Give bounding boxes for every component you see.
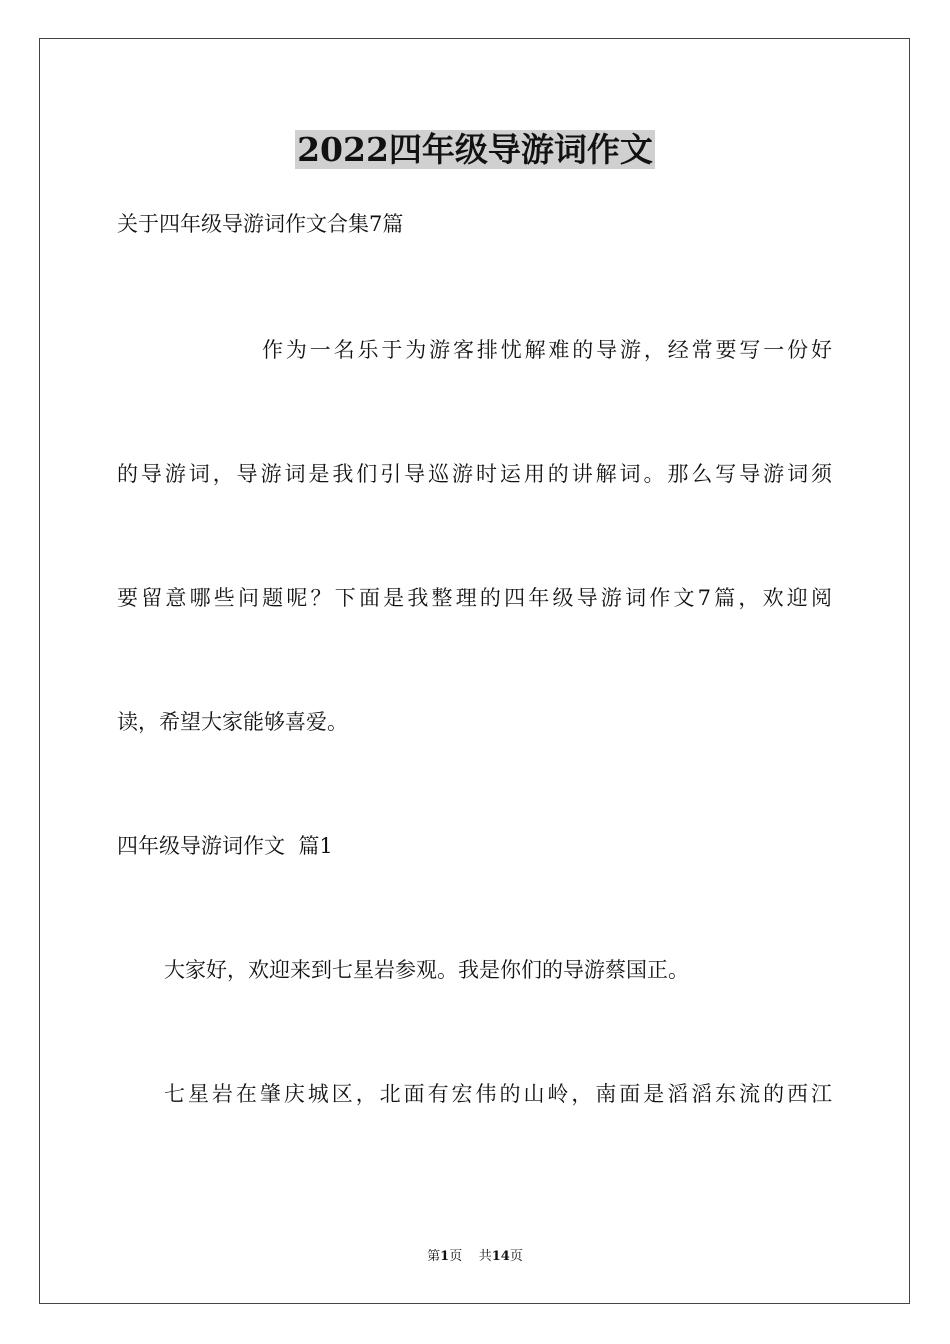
intro-line-4: 读，希望大家能够喜爱。 bbox=[117, 710, 348, 734]
footer-page-number: 1 bbox=[440, 1249, 450, 1264]
footer-page-suffix: 页 bbox=[449, 1249, 463, 1264]
footer-total-suffix: 页 bbox=[509, 1249, 523, 1264]
document-subtitle: 关于四年级导游词作文合集7篇 bbox=[117, 212, 404, 236]
intro-line-2: 的导游词，导游词是我们引导巡游时运用的讲解词。那么写导游词须 bbox=[117, 462, 832, 486]
footer-total-prefix: 共 bbox=[478, 1249, 492, 1264]
page-footer bbox=[0, 1248, 950, 1266]
footer-page-prefix: 第 bbox=[427, 1249, 441, 1264]
footer-total-pages: 14 bbox=[491, 1249, 510, 1264]
intro-line-3: 要留意哪些问题呢？下面是我整理的四年级导游词作文7篇，欢迎阅 bbox=[117, 586, 832, 610]
document-title-text: 2022四年级导游词作文 bbox=[297, 130, 653, 169]
section-heading: 四年级导游词作文 篇1 bbox=[117, 834, 333, 858]
intro-line-1: 作为一名乐于为游客排忧解难的导游，经常要写一份好 bbox=[262, 338, 832, 362]
document-title bbox=[0, 126, 950, 174]
body-line-2: 七星岩在肇庆城区，北面有宏伟的山岭，南面是滔滔东流的西江 bbox=[164, 1082, 832, 1106]
body-line-1: 大家好，欢迎来到七星岩参观。我是你们的导游蔡国正。 bbox=[164, 958, 689, 982]
